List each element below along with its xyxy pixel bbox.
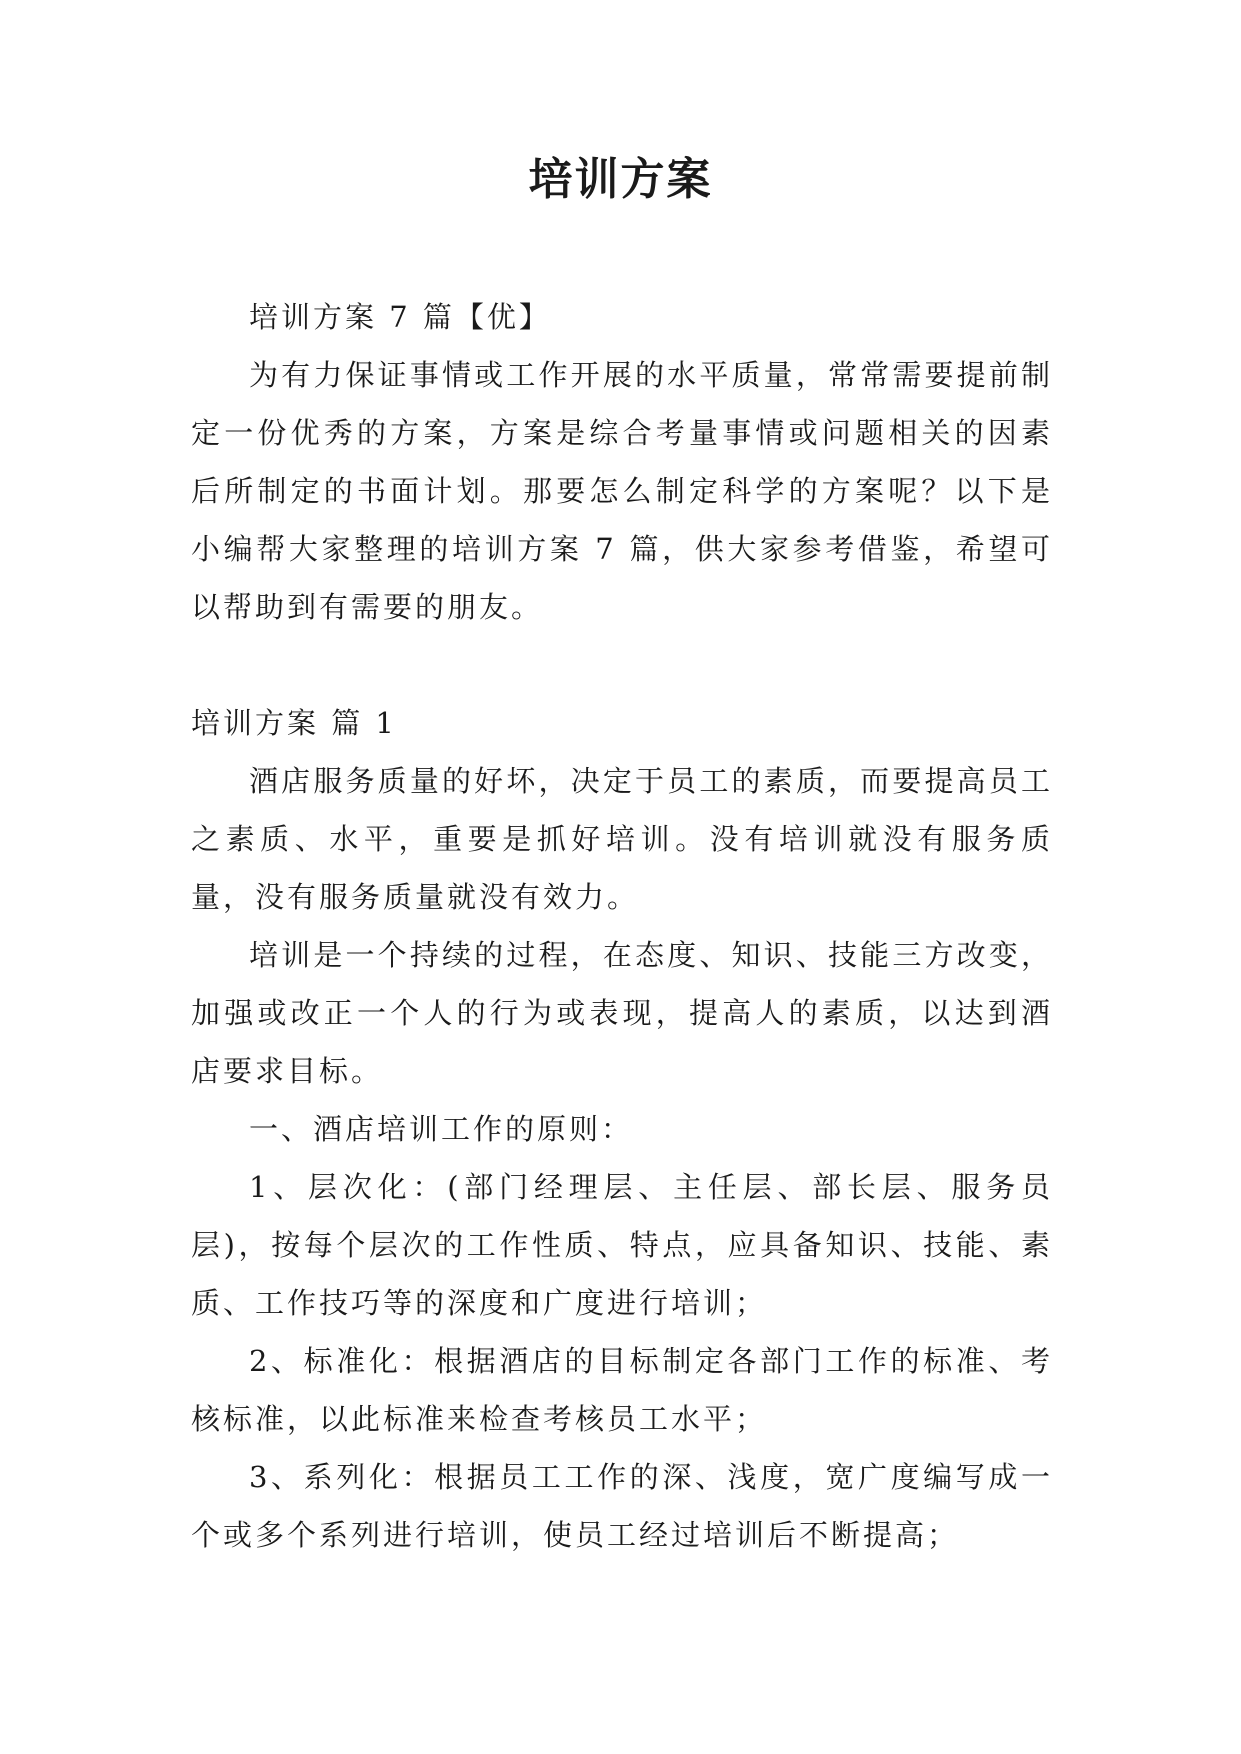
principle-item: 1、层次化：(部门经理层、主任层、部长层、服务员层)，按每个层次的工作性质、特点，应具备知识、技能、素质、工作技巧等的深度和广度进行培训； <box>191 1170 1053 1320</box>
intro-paragraph: 为有力保证事情或工作开展的水平质量，常常需要提前制定一份优秀的方案，方案是综合考量事情或问题相关的因素后所制定的书面计划。那要怎么制定科学的方案呢？以下是小编帮大家整理的培训方案 7 篇，供大家参考借鉴，希望可以帮助到有需要的朋友。 <box>191 358 1053 624</box>
section-spacer <box>191 636 1053 694</box>
body-paragraph: 培训是一个持续的过程，在态度、知识、技能三方改变，加强或改正一个人的行为或表现，提高人的素质，以达到酒店要求目标。 <box>191 938 1053 1088</box>
principle-item: 3、系列化：根据员工工作的深、浅度，宽广度编写成一个或多个系列进行培训，使员工经过培训后不断提高； <box>191 1460 1053 1552</box>
document-body <box>191 288 1053 1564</box>
document-title: 培训方案 <box>528 154 713 205</box>
body-paragraph: 酒店服务质量的好坏，决定于员工的素质，而要提高员工之素质、水平，重要是抓好培训。没有培训就没有服务质量，没有服务质量就没有效力。 <box>191 764 1053 914</box>
principle-item: 2、标准化：根据酒店的目标制定各部门工作的标准、考核标准，以此标准来检查考核员工水平； <box>191 1344 1053 1436</box>
document-subtitle: 培训方案 7 篇【优】 <box>249 300 551 334</box>
principles-heading: 一、酒店培训工作的原则： <box>249 1112 634 1146</box>
section-heading: 培训方案 篇 1 <box>191 706 397 740</box>
